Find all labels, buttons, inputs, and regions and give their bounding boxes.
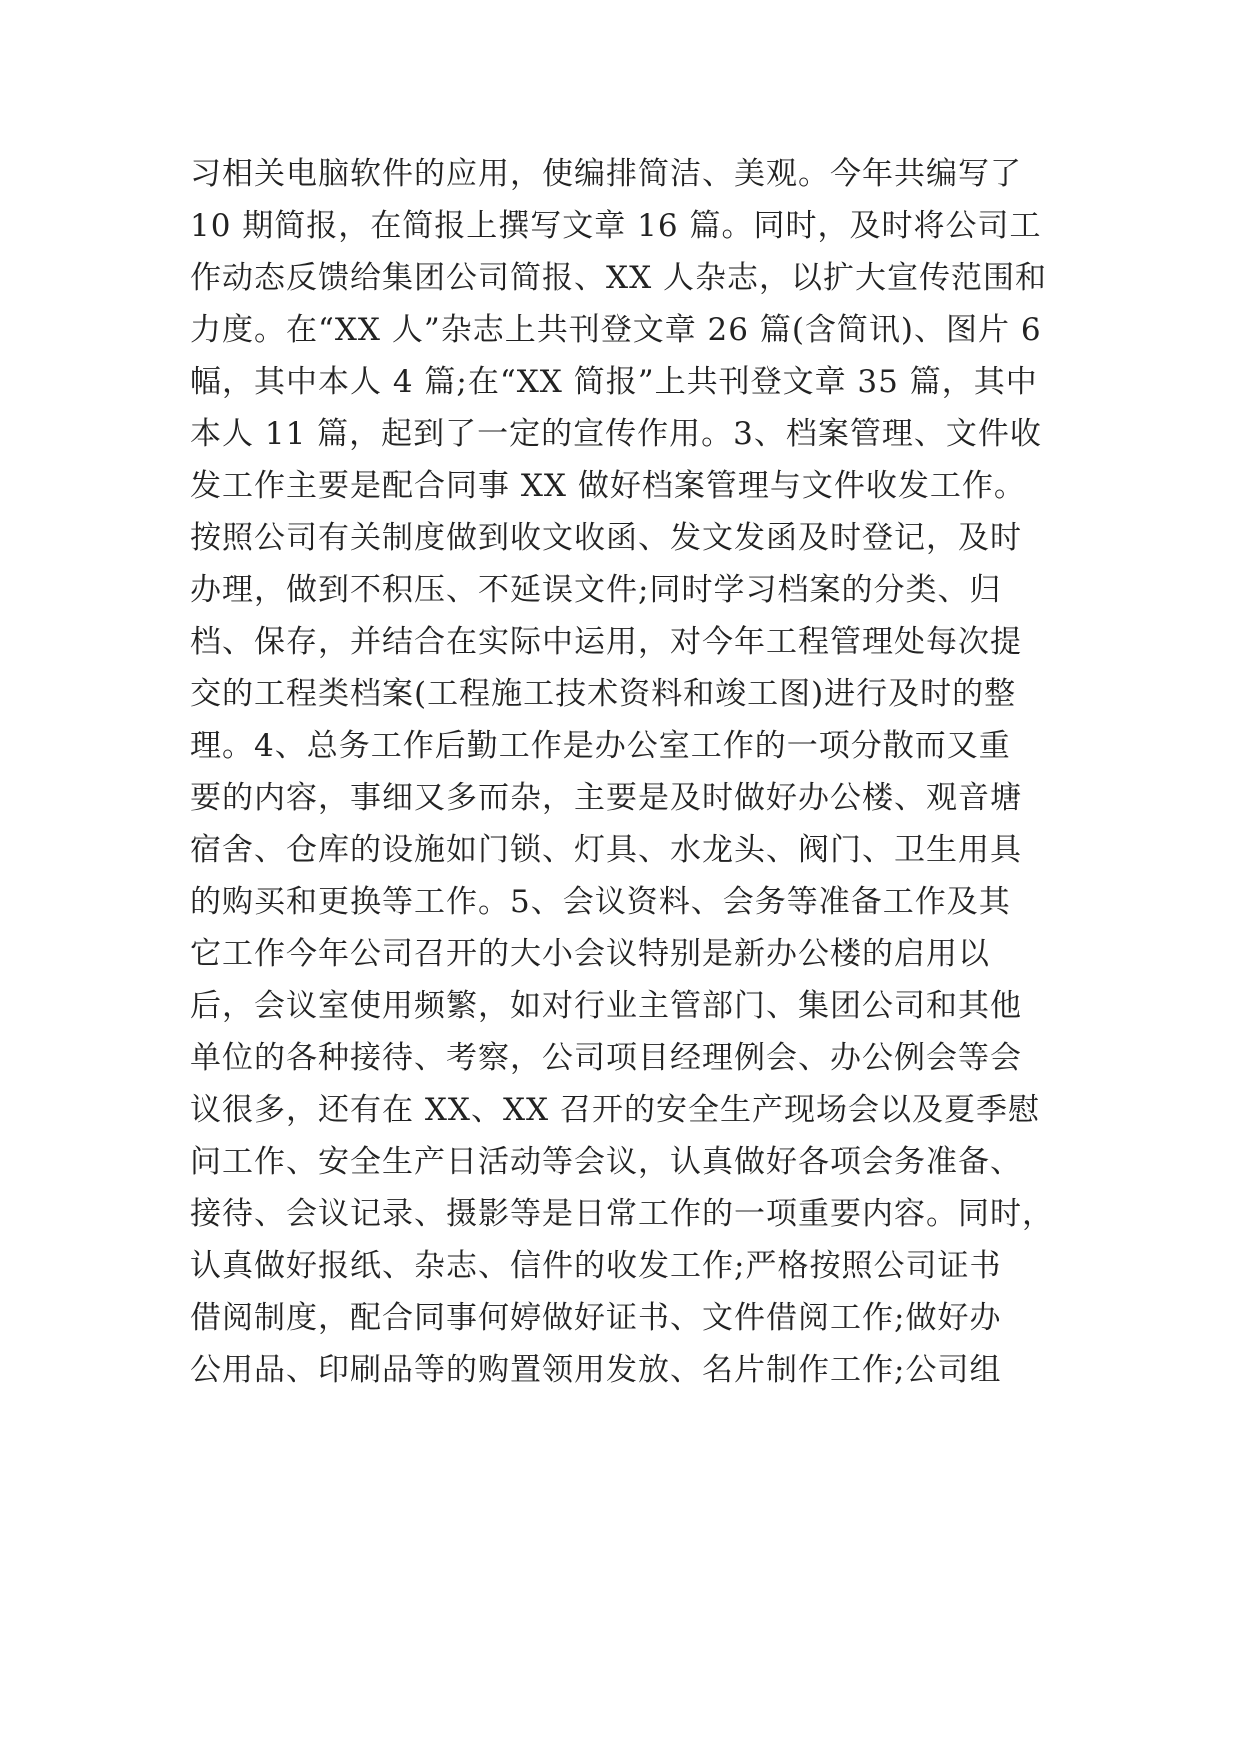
text-line: 作动态反馈给集团公司简报、XX 人杂志，以扩大宣传范围和 [190, 260, 1047, 296]
text-line: 交的工程类档案(工程施工技术资料和竣工图)进行及时的整 [190, 676, 1017, 712]
body-text [190, 148, 1090, 1396]
text-line: 认真做好报纸、杂志、信件的收发工作;严格按照公司证书 [190, 1248, 1002, 1284]
text-line: 本人 11 篇，起到了一定的宣传作用。3、档案管理、文件收 [190, 416, 1042, 452]
text-line: 单位的各种接待、考察，公司项目经理例会、办公例会等会 [190, 1040, 1022, 1076]
text-line: 办理，做到不积压、不延误文件;同时学习档案的分类、归 [190, 572, 1002, 608]
text-line: 它工作今年公司召开的大小会议特别是新办公楼的启用以 [190, 936, 990, 972]
text-line: 借阅制度，配合同事何婷做好证书、文件借阅工作;做好办 [190, 1300, 1002, 1336]
text-line: 公用品、印刷品等的购置领用发放、名片制作工作;公司组 [190, 1352, 1002, 1388]
text-line: 宿舍、仓库的设施如门锁、灯具、水龙头、阀门、卫生用具 [190, 832, 1022, 868]
text-line: 问工作、安全生产日活动等会议，认真做好各项会务准备、 [190, 1144, 1022, 1180]
text-line: 后，会议室使用频繁，如对行业主管部门、集团公司和其他 [190, 988, 1022, 1024]
text-line: 习相关电脑软件的应用，使编排简洁、美观。今年共编写了 [190, 156, 1022, 192]
text-line: 幅，其中本人 4 篇;在“XX 简报”上共刊登文章 35 篇，其中 [190, 364, 1038, 400]
text-line: 接待、会议记录、摄影等是日常工作的一项重要内容。同时， [190, 1196, 1054, 1232]
text-line: 按照公司有关制度做到收文收函、发文发函及时登记，及时 [190, 520, 1022, 556]
text-line: 10 期简报，在简报上撰写文章 16 篇。同时，及时将公司工 [190, 208, 1042, 244]
text-line: 发工作主要是配合同事 XX 做好档案管理与文件收发工作。 [190, 468, 1026, 504]
text-line: 议很多，还有在 XX、XX 召开的安全生产现场会以及夏季慰 [190, 1092, 1040, 1128]
text-line: 要的内容，事细又多而杂，主要是及时做好办公楼、观音塘 [190, 780, 1022, 816]
text-line: 的购买和更换等工作。5、会议资料、会务等准备工作及其 [190, 884, 1011, 920]
text-line: 档、保存，并结合在实际中运用，对今年工程管理处每次提 [190, 624, 1022, 660]
text-line: 理。4、总务工作后勤工作是办公室工作的一项分散而又重 [190, 728, 1011, 764]
text-line: 力度。在“XX 人”杂志上共刊登文章 26 篇(含简讯)、图片 6 [190, 312, 1042, 348]
